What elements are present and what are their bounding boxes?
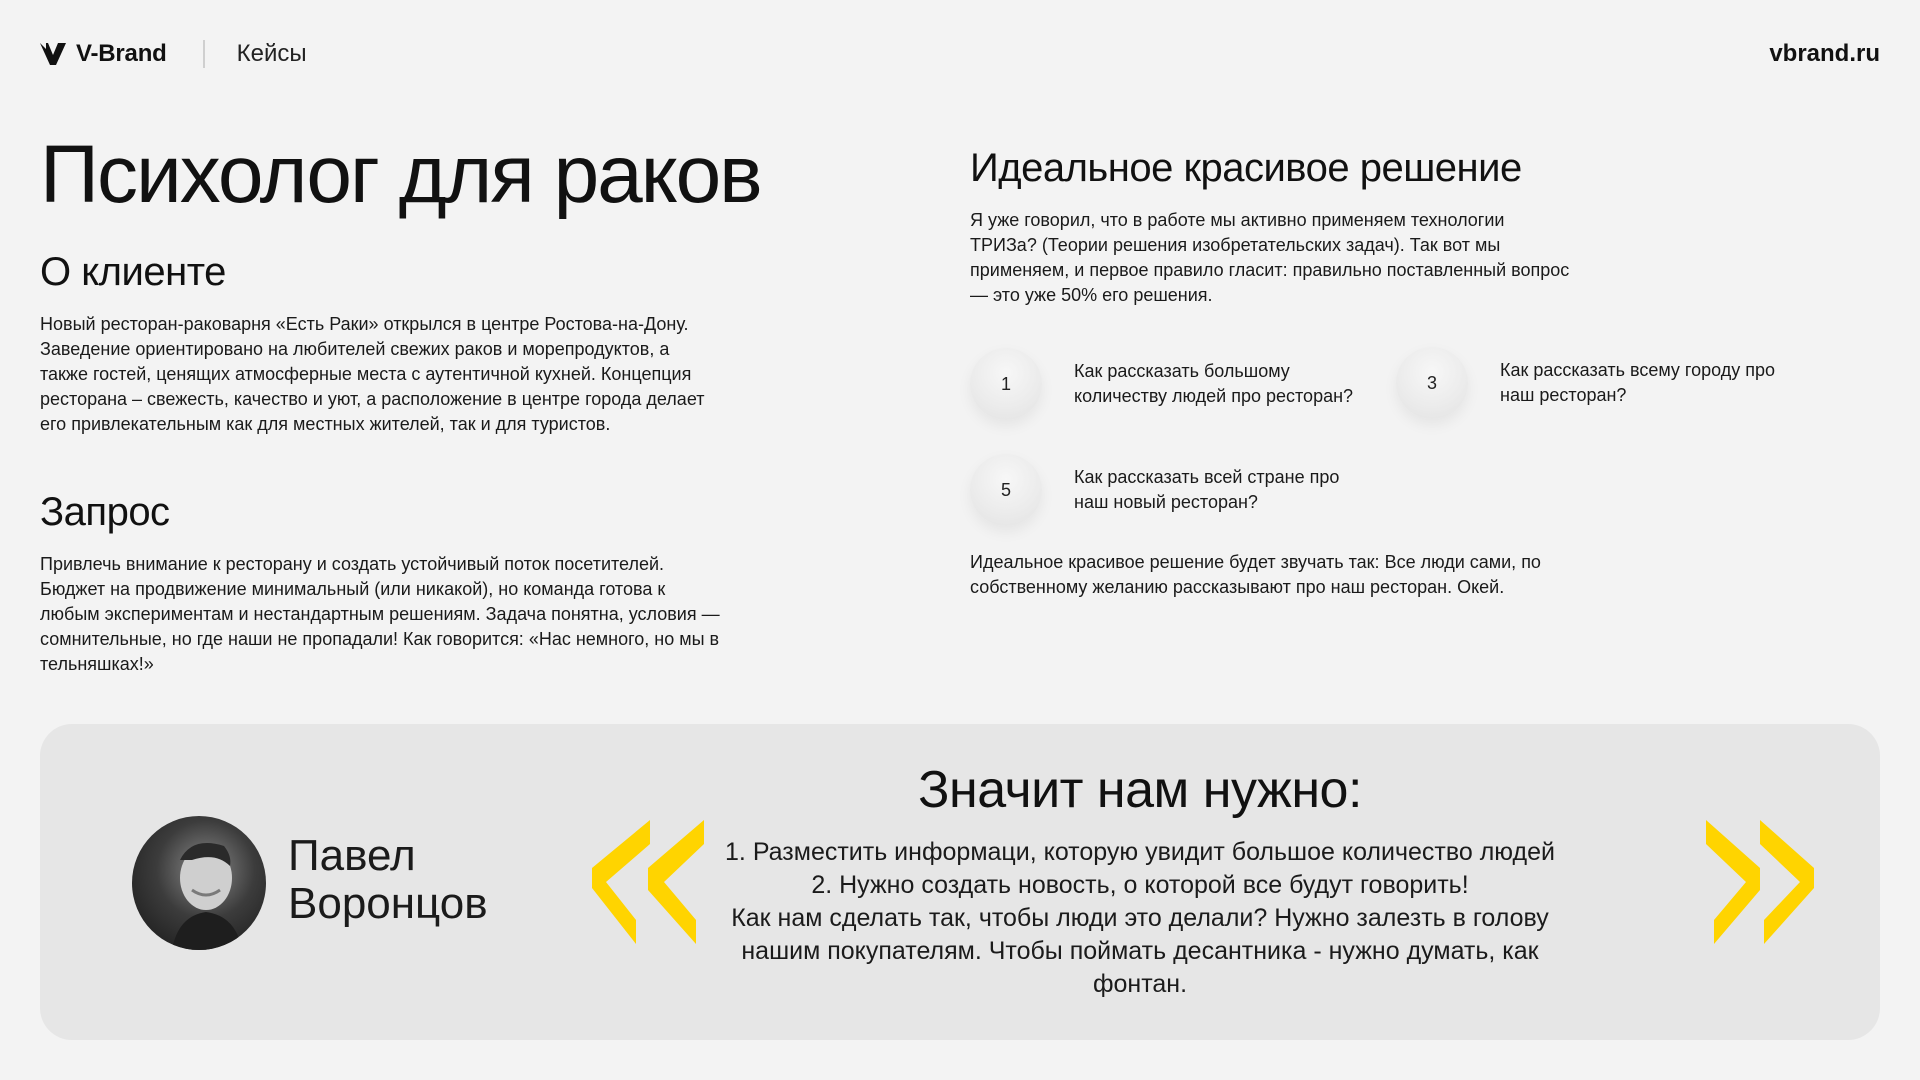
header-divider bbox=[203, 40, 205, 68]
card-line-3: Как нам сделать так, чтобы люди это делали? Нужно залезть в голову нашим покупателям. Чтобы поймать десантника - нужно думать, как фонтан. bbox=[731, 904, 1549, 998]
step-text: Как рассказать всей стране про наш новый ресторан? bbox=[1074, 467, 1340, 512]
step-5 bbox=[970, 454, 1374, 526]
step-number: 5 bbox=[970, 454, 1042, 526]
step-text: Как рассказать всему городу про наш ресторан? bbox=[1500, 360, 1775, 405]
site-link[interactable]: vbrand.ru bbox=[1769, 40, 1880, 67]
request-text: Привлечь внимание к ресторану и создать устойчивый поток посетителей. Бюджет на продвижение минимальный (или никакой), но команда готова к любым экспериментам и нестандартным решениям. Задача понятна, условия — сомнительные, но где наши не пропадали! Как говорится: «Нас немного, но мы в тельняшках!» bbox=[40, 554, 720, 674]
solution-conclusion: Идеальное красивое решение будет звучать так: Все люди сами, по собственному желанию рассказывают про наш ресторан. Окей. bbox=[970, 552, 1541, 597]
header bbox=[40, 38, 307, 70]
client-text: Новый ресторан-раковарня «Есть Раки» открылся в центре Ростова-на-Дону. Заведение ориентировано на любителей свежих раков и морепродуктов, а также гостей, ценящих атмосферные места с аутентичной кухней. Концепция ресторана – свежесть, качество и уют, а расположение в центре города делает его привлекательным как для местных жителей, так и для туристов. bbox=[40, 314, 705, 434]
section-link-cases[interactable]: Кейсы bbox=[236, 40, 307, 67]
v-brand-logo-icon bbox=[40, 41, 66, 67]
person-photo-icon bbox=[132, 816, 266, 950]
card-line-2: 2. Нужно создать новость, о которой все будут говорить! bbox=[811, 871, 1469, 899]
avatar bbox=[132, 816, 266, 950]
quote-card bbox=[40, 724, 1880, 1040]
card-line-1: 1. Разместить информаци, которую увидит большое количество людей bbox=[725, 838, 1555, 866]
page-title: Психолог для раков bbox=[40, 129, 761, 220]
brand-logo[interactable] bbox=[40, 40, 167, 68]
request-heading: Запрос bbox=[40, 490, 170, 534]
step-number: 1 bbox=[970, 348, 1042, 420]
step-text: Как рассказать большому количеству людей про ресторан? bbox=[1074, 361, 1354, 406]
quote-open-icon bbox=[592, 820, 704, 950]
step-number: 3 bbox=[1396, 347, 1468, 419]
quote-close-icon bbox=[1706, 820, 1814, 950]
card-title: Значит нам нужно: bbox=[918, 761, 1362, 819]
client-heading: О клиенте bbox=[40, 250, 226, 294]
card-text bbox=[720, 836, 1560, 1001]
solution-heading: Идеальное красивое решение bbox=[970, 146, 1522, 190]
person-name: Павел Воронцов bbox=[288, 831, 488, 928]
solution-intro: Я уже говорил, что в работе мы активно применяем технологии ТРИЗа? (Теории решения изобретательских задач). Так вот мы применяем, и первое правило гласит: правильно поставленный вопрос — это уже 50% его решения. bbox=[970, 210, 1570, 305]
step-3 bbox=[1396, 347, 1800, 419]
step-1 bbox=[970, 348, 1374, 420]
brand-name: V-Brand bbox=[76, 40, 167, 67]
